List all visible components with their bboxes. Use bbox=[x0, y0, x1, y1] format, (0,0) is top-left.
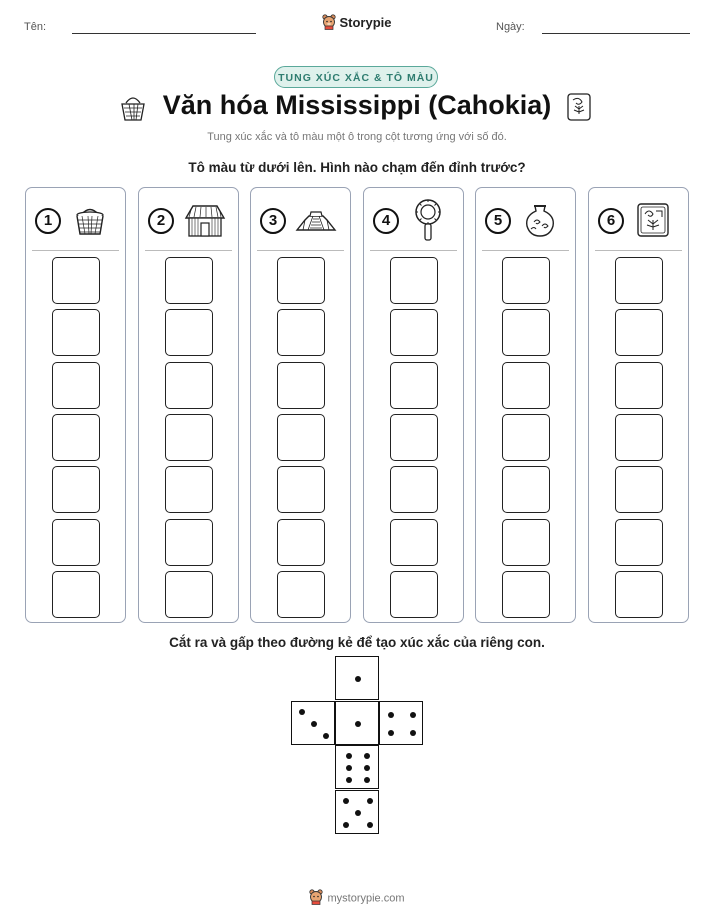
color-cell[interactable] bbox=[277, 362, 325, 409]
dice-face-4 bbox=[379, 701, 423, 745]
color-cell[interactable] bbox=[52, 414, 100, 461]
dice-pip bbox=[364, 753, 370, 759]
column-divider bbox=[145, 250, 232, 251]
column-divider bbox=[257, 250, 344, 251]
column-4 bbox=[363, 187, 464, 623]
color-cell[interactable] bbox=[165, 519, 213, 566]
color-cell[interactable] bbox=[390, 257, 438, 304]
date-label: Ngày: bbox=[496, 21, 525, 33]
color-cell[interactable] bbox=[390, 414, 438, 461]
dice-face-1 bbox=[335, 701, 379, 745]
color-cell[interactable] bbox=[52, 362, 100, 409]
color-cell[interactable] bbox=[52, 571, 100, 618]
dice-pip bbox=[364, 777, 370, 783]
color-cell[interactable] bbox=[502, 414, 550, 461]
column-3 bbox=[250, 187, 351, 623]
column-divider bbox=[370, 250, 457, 251]
column-divider bbox=[595, 250, 682, 251]
brand-name: Storypie bbox=[339, 14, 392, 30]
color-cell[interactable] bbox=[615, 571, 663, 618]
dice-pip bbox=[364, 765, 370, 771]
instruction-top: Tô màu từ dưới lên. Hình nào chạm đến đỉnh trước? bbox=[188, 160, 526, 175]
color-cell[interactable] bbox=[165, 466, 213, 513]
basket-icon bbox=[72, 202, 108, 238]
brand-logo bbox=[0, 14, 714, 33]
color-cell[interactable] bbox=[502, 309, 550, 356]
dice-pip bbox=[355, 676, 361, 682]
color-cell[interactable] bbox=[277, 414, 325, 461]
name-line[interactable] bbox=[72, 33, 256, 34]
color-cell[interactable] bbox=[390, 466, 438, 513]
color-cell[interactable] bbox=[615, 519, 663, 566]
dice-pip bbox=[311, 721, 317, 727]
dice-face-1 bbox=[335, 656, 379, 700]
color-cell[interactable] bbox=[390, 309, 438, 356]
mound-pyramid-icon bbox=[295, 202, 337, 238]
color-cell[interactable] bbox=[502, 519, 550, 566]
dice-pip bbox=[388, 730, 394, 736]
column-number: 2 bbox=[148, 208, 174, 234]
color-cell[interactable] bbox=[502, 362, 550, 409]
column-number: 6 bbox=[598, 208, 624, 234]
bear-logo-icon bbox=[322, 14, 336, 33]
column-divider bbox=[482, 250, 569, 251]
column-number: 3 bbox=[260, 208, 286, 234]
thatched-hut-icon bbox=[183, 202, 227, 238]
column-divider bbox=[32, 250, 119, 251]
ring-mirror-icon bbox=[410, 198, 446, 242]
color-cell[interactable] bbox=[502, 257, 550, 304]
dice-pip bbox=[346, 777, 352, 783]
dice-pip bbox=[367, 798, 373, 804]
color-cell[interactable] bbox=[615, 309, 663, 356]
dice-face-5 bbox=[335, 790, 379, 834]
color-cell[interactable] bbox=[165, 414, 213, 461]
dice-pip bbox=[346, 753, 352, 759]
column-number: 1 bbox=[35, 208, 61, 234]
instruction-bottom: Cắt ra và gấp theo đường kẻ để tạo xúc xắc của riêng con. bbox=[169, 635, 545, 650]
column-1 bbox=[25, 187, 126, 623]
dice-pip bbox=[355, 721, 361, 727]
dice-pip bbox=[343, 822, 349, 828]
dice-pip bbox=[355, 810, 361, 816]
column-2 bbox=[138, 187, 239, 623]
color-cell[interactable] bbox=[165, 257, 213, 304]
dice-pip bbox=[343, 798, 349, 804]
activity-badge: TUNG XÚC XẮC & TÔ MÀU bbox=[274, 66, 438, 88]
color-cell[interactable] bbox=[615, 466, 663, 513]
color-cell[interactable] bbox=[165, 362, 213, 409]
carved-tablet-icon bbox=[635, 202, 671, 238]
color-cell[interactable] bbox=[390, 362, 438, 409]
name-label: Tên: bbox=[24, 21, 47, 33]
column-6 bbox=[588, 187, 689, 623]
dice-pip bbox=[410, 712, 416, 718]
color-cell[interactable] bbox=[52, 309, 100, 356]
bear-logo-icon bbox=[309, 889, 323, 908]
color-cell[interactable] bbox=[615, 414, 663, 461]
footer-url: mystorypie.com bbox=[327, 892, 405, 905]
dice-pip bbox=[367, 822, 373, 828]
color-cell[interactable] bbox=[502, 571, 550, 618]
dice-face-6 bbox=[335, 745, 379, 789]
footer bbox=[0, 889, 714, 908]
color-cell[interactable] bbox=[390, 571, 438, 618]
column-5 bbox=[475, 187, 576, 623]
dice-pip bbox=[323, 733, 329, 739]
color-cell[interactable] bbox=[52, 466, 100, 513]
column-number: 4 bbox=[373, 208, 399, 234]
dice-face-3 bbox=[291, 701, 335, 745]
color-cell[interactable] bbox=[165, 309, 213, 356]
color-cell[interactable] bbox=[277, 257, 325, 304]
dice-pip bbox=[410, 730, 416, 736]
color-cell[interactable] bbox=[277, 309, 325, 356]
color-cell[interactable] bbox=[52, 519, 100, 566]
page-subtitle: Tung xúc xắc và tô màu một ô trong cột tương ứng với số đó. bbox=[207, 131, 507, 143]
tablet-title-icon bbox=[566, 92, 592, 122]
dice-pip bbox=[388, 712, 394, 718]
color-cell[interactable] bbox=[502, 466, 550, 513]
color-cell[interactable] bbox=[277, 466, 325, 513]
color-cell[interactable] bbox=[165, 571, 213, 618]
spiral-pot-icon bbox=[522, 202, 558, 238]
color-cell[interactable] bbox=[277, 571, 325, 618]
column-number: 5 bbox=[485, 208, 511, 234]
color-cell[interactable] bbox=[390, 519, 438, 566]
dice-pip bbox=[299, 709, 305, 715]
page-title: Văn hóa Mississippi (Cahokia) bbox=[162, 90, 552, 120]
date-line[interactable] bbox=[542, 33, 690, 34]
color-cell[interactable] bbox=[52, 257, 100, 304]
color-cell[interactable] bbox=[615, 257, 663, 304]
color-cell[interactable] bbox=[615, 362, 663, 409]
dice-pip bbox=[346, 765, 352, 771]
color-cell[interactable] bbox=[277, 519, 325, 566]
